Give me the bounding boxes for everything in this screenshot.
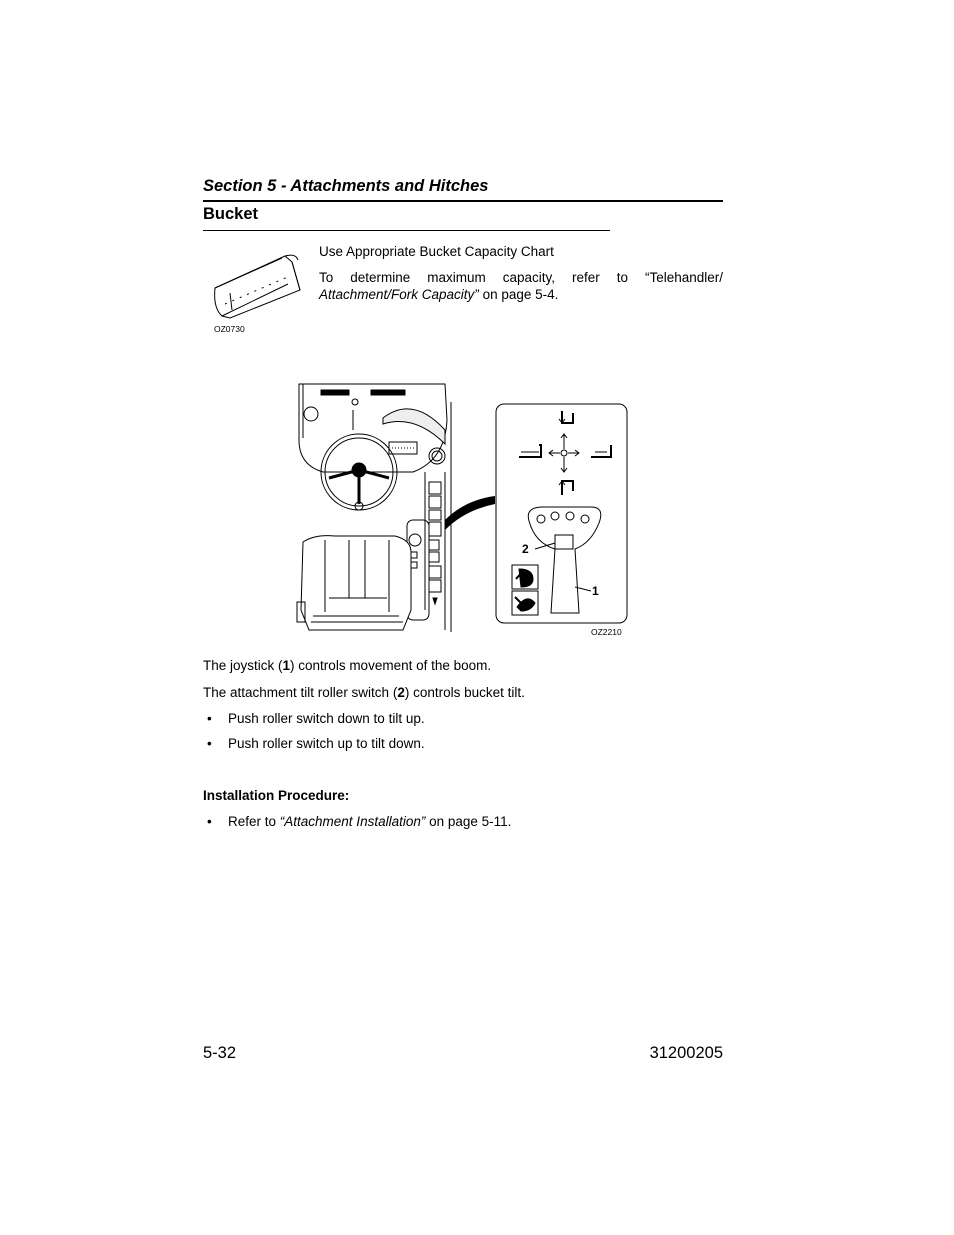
tilt-switch-description (203, 684, 525, 701)
section-title: Section 5 - Attachments and Hitches (203, 177, 489, 195)
section-rule (203, 200, 723, 202)
page-number: 5-32 (203, 1044, 237, 1062)
list-item (207, 813, 511, 830)
joystick-text-end: ) controls movement of the boom. (290, 658, 492, 673)
bucket-illustration (210, 248, 310, 323)
callout-2: 2 (522, 542, 529, 556)
capacity-note-line1: To determine maximum capacity, refer to “Telehandler/ (319, 270, 723, 285)
bucket-figure-code: OZ0730 (214, 324, 245, 334)
bullet-text: Refer to (228, 814, 280, 829)
joystick-description (203, 657, 491, 674)
capacity-ref-suffix: on page 5-4. (478, 287, 559, 302)
cab-controls-illustration (295, 380, 495, 640)
bullet-text-end: on page 5-11. (425, 814, 512, 829)
capacity-chart-heading: Use Appropriate Bucket Capacity Chart (319, 244, 554, 259)
joystick-text-start: The joystick ( (203, 658, 283, 673)
controls-figure-code: OZ2210 (591, 627, 622, 637)
switch-text-end: ) controls bucket tilt. (404, 685, 525, 700)
switch-ref-number: 2 (397, 685, 405, 700)
bullet-text: Push roller switch down to tilt up. (228, 711, 425, 726)
joystick-detail-illustration (495, 403, 629, 625)
bullet-text: Push roller switch up to tilt down. (228, 736, 425, 751)
document-number: 31200205 (649, 1044, 723, 1062)
capacity-ref-link[interactable]: Attachment/Fork Capacity” (319, 287, 479, 302)
joystick-ref-number: 1 (282, 658, 291, 673)
switch-text-start: The attachment tilt roller switch ( (203, 685, 398, 700)
callout-1: 1 (592, 584, 599, 598)
installation-heading: Installation Procedure: (203, 788, 350, 803)
installation-ref-link[interactable]: “Attachment Installation” (279, 814, 426, 829)
capacity-note-line2 (319, 286, 558, 303)
list-item (207, 710, 425, 727)
subsection-rule (203, 230, 610, 231)
bullet-icon: • (207, 711, 212, 726)
bullet-icon: • (207, 736, 212, 751)
bullet-icon: • (207, 814, 212, 829)
subsection-title: Bucket (203, 205, 259, 223)
list-item (207, 735, 425, 752)
